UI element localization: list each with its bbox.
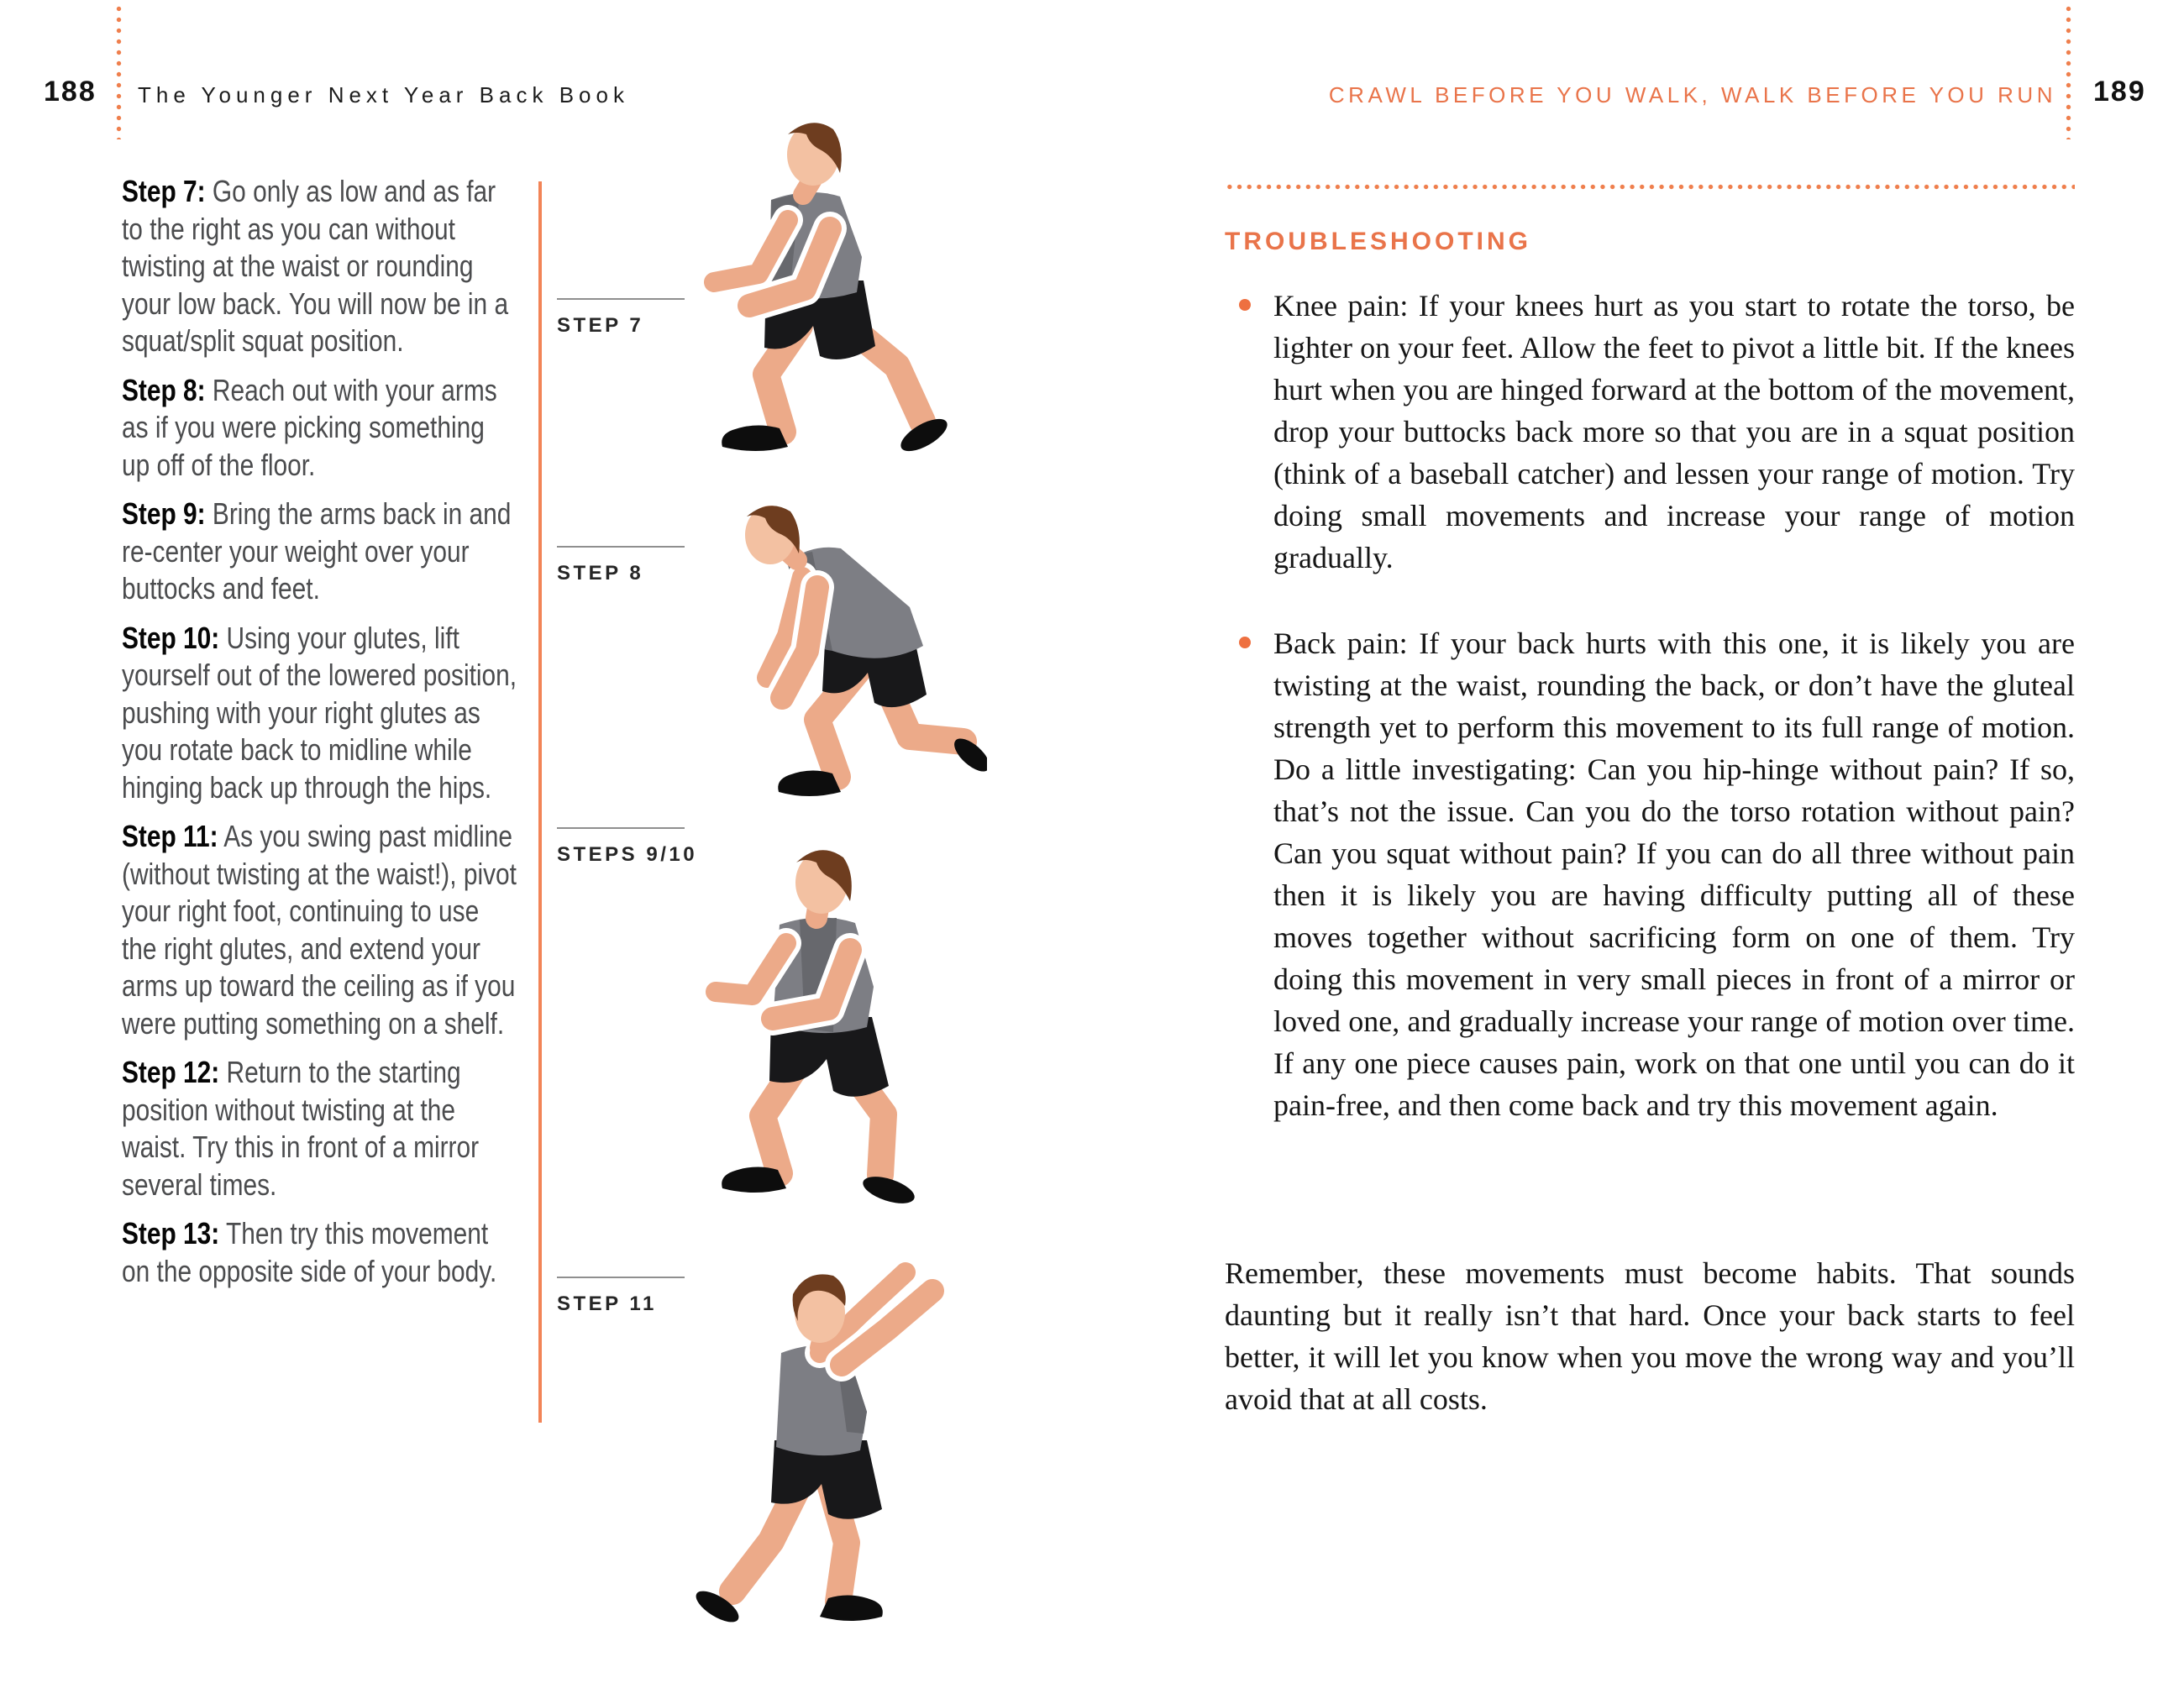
figure-label-step8: STEP 8 — [557, 562, 644, 585]
troubleshooting-list — [1225, 285, 2075, 1126]
step-11-paragraph — [122, 818, 519, 1042]
dotted-divider-right — [2065, 3, 2072, 139]
step-12-paragraph — [122, 1054, 519, 1203]
step-8-text: Reach out with your arms as if you were picking something up off of the floor. — [122, 372, 497, 482]
step-12-text: Return to the starting position without twisting at the waist. Try this in front of a mirror several times. — [122, 1055, 480, 1202]
step-8-label: Step 8: — [122, 372, 206, 407]
figure-label-step7: STEP 7 — [557, 314, 644, 337]
back-pain-item: Back pain: If your back hurts with this one, it is likely you are twisting at the waist, rounding the back, or don’t have the gluteal strength yet to perform this movement to its full range of motion. Do a little investigating: Can you hip-hinge without pain? If so, that’s not the issue. Can you do the torso rotation without pain? Can you squat without pain? If you can do all three without pain then it is likely you are having difficulty putting all of these moves together without sacrificing form on one of them. Try doing this movement in very small pieces in front of a mirror or loved one, and gradually increase your range of motion over time. If any one piece causes pain, work on that one until you can do it pain-free, and then come back and try this movement again. — [1225, 622, 2075, 1126]
closing-paragraph: Remember, these movements must become habits. That sounds daunting but it really isn’t that hard. Once your back starts to feel better, it will let you know when you move the wrong way and you’ll avoid that at all costs. — [1225, 1256, 2075, 1416]
figure-steps9-10-illustration — [672, 836, 941, 1222]
step-13-label: Step 13: — [122, 1216, 220, 1250]
figure-step11-illustration — [655, 1239, 983, 1633]
step-13-text: Then try this movement on the opposite side of your body. — [122, 1216, 497, 1288]
figure-rule-step8 — [557, 546, 685, 548]
step-9-text: Bring the arms back in and re-center your weight over your buttocks and feet. — [122, 496, 512, 606]
step-12-label: Step 12: — [122, 1055, 220, 1089]
step-7-label: Step 7: — [122, 174, 206, 208]
exercise-figure-step-8 — [685, 500, 987, 802]
step-9-paragraph — [122, 495, 519, 608]
step-13-paragraph — [122, 1215, 519, 1290]
step-7-text: Go only as low and as far to the right as you can without twisting at the waist or rounding your low back. You will now be in a squat/split squat position. — [122, 174, 509, 358]
figure-label-step11: STEP 11 — [557, 1292, 657, 1315]
figure-rule-steps9-10 — [557, 827, 685, 829]
figure-step7-illustration — [638, 109, 949, 462]
troubleshooting-heading: TROUBLESHOOTING — [1225, 228, 1531, 255]
running-title-right: CRAWL BEFORE YOU WALK, WALK BEFORE YOU RUN — [1328, 82, 2056, 107]
figure-step8-illustration — [685, 500, 987, 802]
page-number-left: 188 — [44, 76, 97, 107]
exercise-figure-step-11 — [655, 1239, 983, 1633]
orange-column-divider — [538, 181, 542, 1423]
step-10-text: Using your glutes, lift yourself out of the lowered position, pushing with your right glutes as you rotate back to midline while hinging back up through the hips. — [122, 620, 517, 805]
step-10-label: Step 10: — [122, 620, 220, 655]
running-title-left: The Younger Next Year Back Book — [138, 82, 629, 107]
exercise-figure-steps-9-10 — [672, 836, 941, 1222]
step-7-paragraph — [122, 173, 519, 360]
knee-pain-item: Knee pain: If your knees hurt as you start to rotate the torso, be lighter on your feet. Allow the feet to pivot a little bit. If the knees hurt when you are hinged forward at the bottom of the movement, drop your buttocks back more so that you are in a squat position (think of a baseball catcher) and lessen your range of motion. Try doing small movements and increase your range of motion gradually. — [1225, 285, 2075, 579]
dotted-section-divider — [1225, 183, 2075, 191]
step-11-label: Step 11: — [122, 819, 218, 853]
step-11-text: As you swing past midline (without twisting at the waist!), pivot your right foot, continuing to use the right glutes, and extend your arms up toward the ceiling as if you were putting something on a shelf. — [122, 819, 517, 1041]
step-10-paragraph — [122, 620, 519, 807]
page-number-right: 189 — [2093, 76, 2146, 107]
step-8-paragraph — [122, 372, 519, 485]
figure-label-steps9-10: STEPS 9/10 — [557, 843, 698, 866]
exercise-figure-step-7 — [638, 109, 949, 462]
dotted-divider-left — [115, 3, 123, 139]
troubleshooting-column — [1225, 183, 2075, 1420]
exercise-steps-column — [122, 173, 519, 1302]
step-9-label: Step 9: — [122, 496, 206, 531]
